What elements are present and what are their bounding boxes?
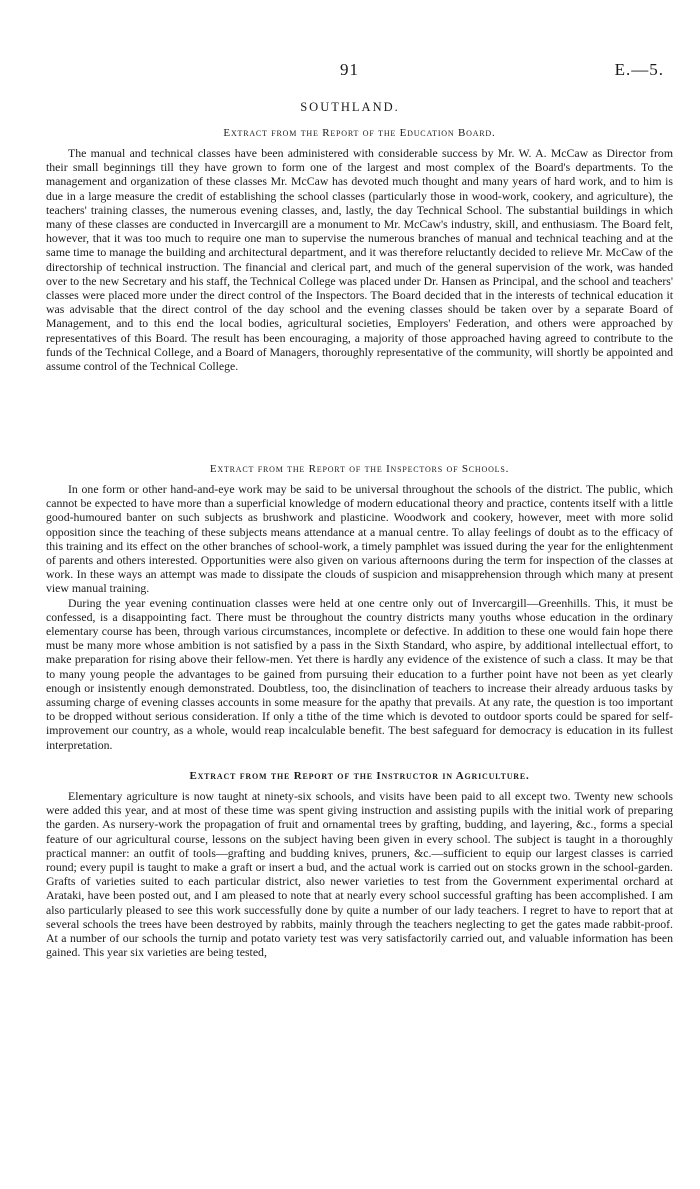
section-heading: Extract from the Report of the Education Board.	[223, 127, 496, 139]
education-board-extract	[46, 127, 673, 373]
page-header	[0, 60, 700, 84]
document-reference: E.—5.	[614, 60, 664, 79]
section-heading: Extract from the Report of the Instructor in Agriculture.	[189, 770, 530, 782]
inspectors-extract	[46, 463, 673, 752]
page-number: 91	[340, 60, 359, 79]
section-heading: Extract from the Report of the Inspectors of Schools.	[209, 463, 510, 475]
paragraph: The manual and technical classes have been administered with considerable success by Mr. W. A. McCaw as Director from their small beginnings till they have grown to form one of the largest and most complex of the Board's departments. To the management and organization of these classes Mr. McCaw has devoted much thought and many years of hard work, and to him is due in a large measure the credit of establishing the school classes (particularly those in wood-work, cookery, and agriculture), the teachers' training classes, the numerous evening classes, and, lastly, the day Technical School. The substantial buildings in which many of these classes are conducted in Invercargill are a monument to Mr. McCaw's industry, skill, and enthusiasm. The Board felt, however, that it was too much to require one man to supervise the numerous branches of manual and technical teaching and at the same time to manage the building and architectural department, and it was therefore reluctantly decided to relieve Mr. McCaw of the directorship of technical instruction. The financial and clerical part, and much of the general supervision of the work, was handed over to the new Secretary and his staff, the Technical College was placed under Dr. Hansen as Principal, and the school and teachers' classes were placed more under the direct control of the Inspectors. The Board decided that in the interests of technical education it was advisable that the direct control of the day school and the evening classes should be taken over by a separate Board of Management, and to this end the local bodies, agricultural societies, Employers' Federation, and others were approached by representatives of this Board. The result has been encouraging, a majority of those approached having agreed to contribute to the funds of the Technical College, and a Board of Managers, thoroughly representative of the community, will shortly be appointed and assume control of the Technical College.	[46, 146, 673, 374]
region-title: SOUTHLAND.	[300, 100, 400, 114]
paragraph: Elementary agriculture is now taught at ninety-six schools, and visits have been paid to all except two. Twenty new schools were added this year, and at most of these time was spent giving instruction and assisting pupils with the initial work of preparing the garden. As nursery-work the propagation of fruit and ornamental trees by grafting, budding, and layering, &c., forms a special feature of our agricultural course, lessons on the subject having been given in every school. The subject is taught in a thoroughly practical manner: an outfit of tools—grafting and budding knives, pruners, &c.—sufficient to equip our largest classes is carried round; every pupil is taught to make a graft or insert a bud, and the actual work is carried out on stocks grown in the school-garden. Grafts of varieties suited to each particular district, also newer varieties to test from the Government experimental orchard at Arataki, have been posted out, and I am pleased to note that at nearly every school successful grafting has been accomplished. I am also particularly pleased to see this work successfully done by quite a number of our lady teachers. I regret to have to report that at several schools the trees have been destroyed by rabbits, mainly through the teachers neglecting to get the gates made rabbit-proof. At a number of our schools the turnip and potato variety test was very satisfactorily carried out, and valuable information has been gained. This year six varieties are being tested,	[46, 789, 673, 960]
paragraph: During the year evening continuation classes were held at one centre only out of Invercargill—Greenhills. This, it must be confessed, is a disappointing fact. There must be throughout the country districts many youths whose education in the ordinary elementary course has been, through various circumstances, incomplete or defective. In addition to these one would fain hope there must be many more whose ambition is not satisfied by a pass in the Sixth Standard, who aspire, by additional intellectual effort, to make preparation for rising above their fellow-men. Yet there is hardly any evidence of the existence of such a class. It may be that to many young people the advantages to be gained from pursuing their education to a further point have not been as yet clearly enough or insistently enough demonstrated. Doubtless, too, the disinclination of teachers to increase their already arduous tasks by assuming charge of evening classes accounts in some measure for the apathy that prevails. At any rate, the question is too important to be dropped without serious consideration. If only a tithe of the time which is devoted to outdoor sports could be spared for self-improvement our country, as a whole, would reap incalculable benefit. The best safeguard for democracy is education in its fullest interpretation.	[46, 595, 673, 752]
paragraph: In one form or other hand-and-eye work may be said to be universal throughout the schools of the district. The public, which cannot be expected to have more than a superficial knowledge of modern educational theory and practice, contents itself with a little good-humoured banter on such subjects as brushwork and plasticine. Woodwork and cookery, however, meet with more solid opposition since the teaching of these subjects means attendance at a manual centre. To allay feelings of doubt as to the efficacy of this training and its effect on the other branches of school-work, a timely pamphlet was issued during the year for the enlightenment of parents and others interested. Opportunities were also given on various afternoons during the term for inspection of the classes at work. In these ways an attempt was made to dissipate the clouds of suspicion and misapprehension through which many at present view manual training.	[46, 482, 673, 596]
agriculture-instructor-extract	[46, 770, 673, 959]
